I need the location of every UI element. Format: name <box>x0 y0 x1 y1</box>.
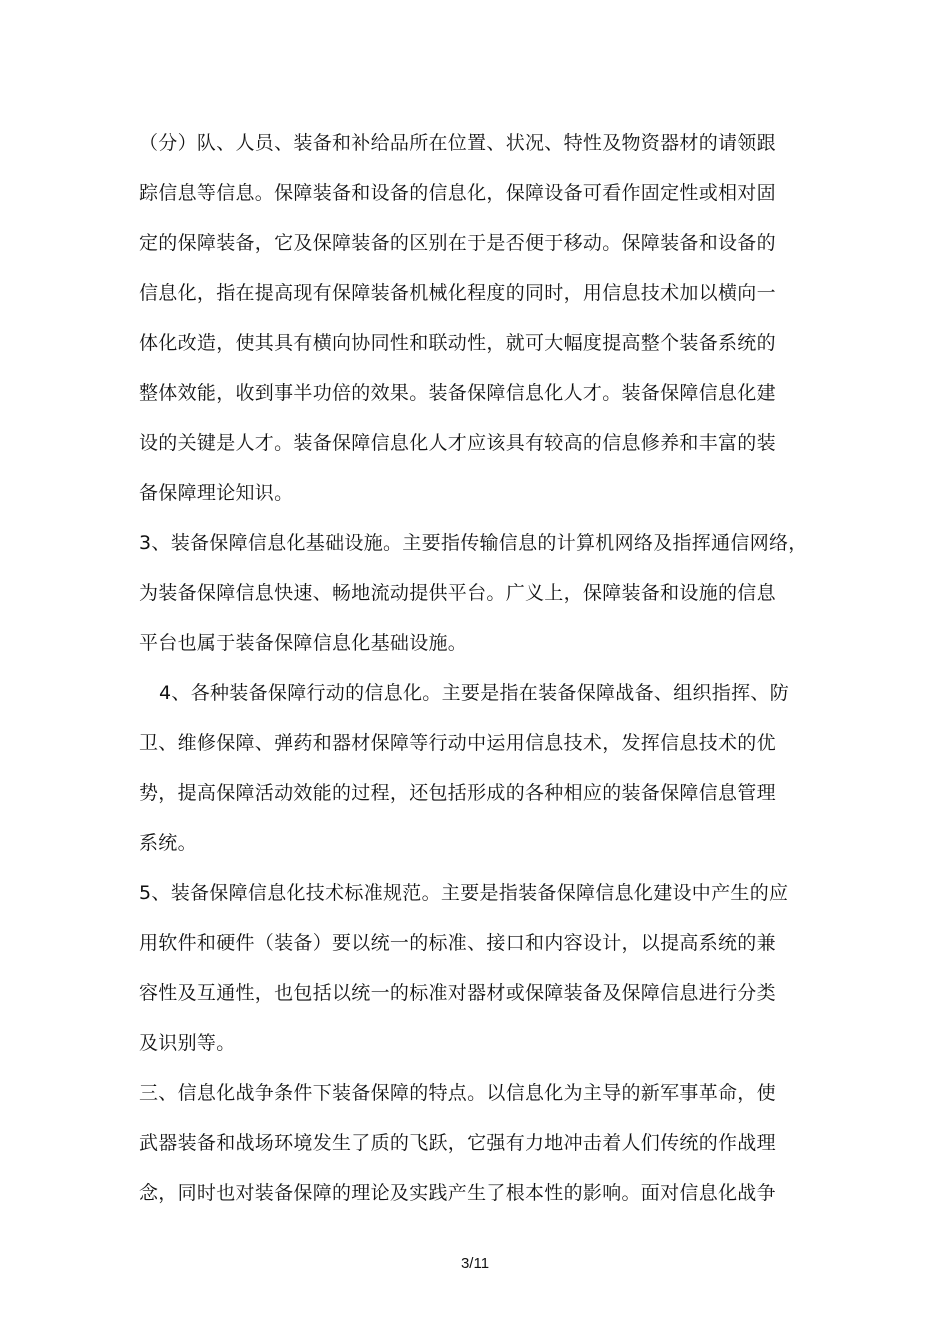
text-line: 踪信息等信息。保障装备和设备的信息化，保障设备可看作固定性或相对固 <box>139 182 776 204</box>
text-line: 3、装备保障信息化基础设施。主要指传输信息的计算机网络及指挥通信网络， <box>139 532 808 554</box>
text-line: 武器装备和战场环境发生了质的飞跃，它强有力地冲击着人们传统的作战理 <box>139 1132 776 1154</box>
text-line: 定的保障装备，它及保障装备的区别在于是否便于移动。保障装备和设备的 <box>139 232 776 254</box>
text-line: 5、装备保障信息化技术标准规范。主要是指装备保障信息化建设中产生的应 <box>139 882 789 904</box>
text-line: 为装备保障信息快速、畅地流动提供平台。广义上，保障装备和设施的信息 <box>139 582 776 604</box>
text-line: 信息化，指在提高现有保障装备机械化程度的同时，用信息技术加以横向一 <box>139 282 776 304</box>
text-line: 容性及互通性，也包括以统一的标准对器材或保障装备及保障信息进行分类 <box>139 982 776 1004</box>
text-line: 体化改造，使其具有横向协同性和联动性，就可大幅度提高整个装备系统的 <box>139 332 776 354</box>
text-line: 势，提高保障活动效能的过程，还包括形成的各种相应的装备保障信息管理 <box>139 782 776 804</box>
page-number: 3/11 <box>460 1255 490 1272</box>
text-line: 及识别等。 <box>139 1032 236 1054</box>
text-line: 用软件和硬件（装备）要以统一的标准、接口和内容设计，以提高系统的兼 <box>139 932 776 954</box>
text-line: 平台也属于装备保障信息化基础设施。 <box>139 632 468 654</box>
text-line: 念，同时也对装备保障的理论及实践产生了根本性的影响。面对信息化战争 <box>139 1182 776 1204</box>
text-line: 4、各种装备保障行动的信息化。主要是指在装备保障战备、组织指挥、防 <box>159 682 789 704</box>
text-line: 三、信息化战争条件下装备保障的特点。以信息化为主导的新军事革命，使 <box>139 1082 776 1104</box>
text-line: 系统。 <box>139 832 197 854</box>
text-line: 卫、维修保障、弹药和器材保障等行动中运用信息技术，发挥信息技术的优 <box>139 732 776 754</box>
text-line: 设的关键是人才。装备保障信息化人才应该具有较高的信息修养和丰富的装 <box>139 432 776 454</box>
text-line: （分）队、人员、装备和补给品所在位置、状况、特性及物资器材的请领跟 <box>139 132 776 154</box>
text-line: 备保障理论知识。 <box>139 482 294 504</box>
text-line: 整体效能，收到事半功倍的效果。装备保障信息化人才。装备保障信息化建 <box>139 382 776 404</box>
